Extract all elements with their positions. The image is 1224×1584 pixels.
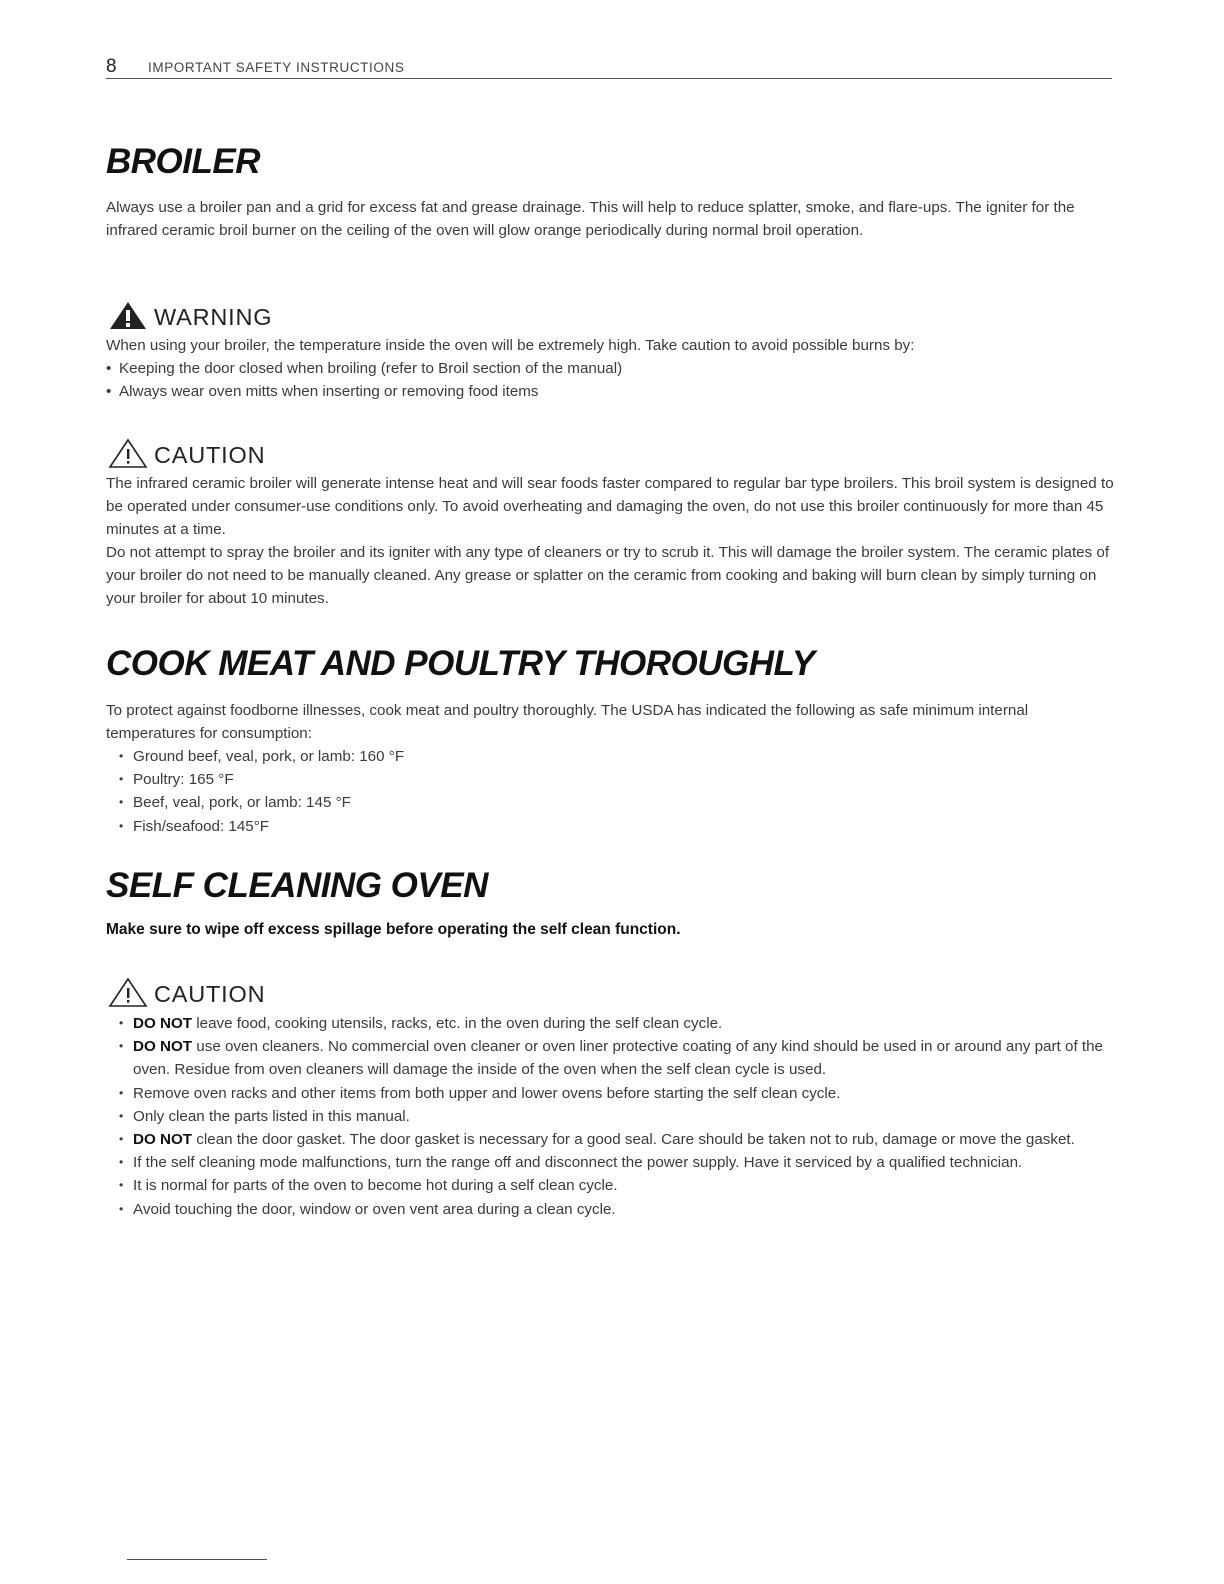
broiler-title: BROILER bbox=[106, 142, 260, 181]
cook-paragraph: To protect against foodborne illnesses, cook meat and poultry thoroughly. The USDA has indicated the following as safe minimum internal temperatures for consumption: bbox=[106, 702, 1029, 743]
list-item: • DO NOT leave food, cooking utensils, racks, etc. in the oven during the self clean cycle. bbox=[106, 1012, 1116, 1035]
list-item: • Ground beef, veal, pork, or lamb: 160 °F bbox=[106, 745, 1116, 768]
list-item: • Fish/seafood: 145°F bbox=[106, 815, 1116, 838]
list-item: • Poultry: 165 °F bbox=[106, 768, 1116, 791]
warning-text: When using your broiler, the temperature inside the oven will be extremely high. Take caution to avoid possible burns by: bbox=[106, 337, 915, 354]
list-item: • DO NOT clean the door gasket. The door gasket is necessary for a good seal. Care should be taken not to rub, damage or move the gasket. bbox=[106, 1128, 1116, 1151]
warning-label: WARNING bbox=[154, 304, 273, 330]
caution-paragraph-2: Do not attempt to spray the broiler and its igniter with any type of cleaners or try to scrub it. This will damage the broiler system. The ceramic plates of your broiler do not need to be manually cleaned. Any grease or splatter on the ceramic from cooking and baking will burn clean by simply turning on your broiler for about 10 minutes. bbox=[106, 544, 1110, 608]
caution-icon bbox=[106, 438, 150, 468]
caution-icon bbox=[106, 977, 150, 1007]
cook-title: COOK MEAT AND POULTRY THOROUGHLY bbox=[106, 644, 815, 683]
list-item: • It is normal for parts of the oven to become hot during a self clean cycle. bbox=[106, 1174, 1116, 1197]
list-item: • Remove oven racks and other items from both upper and lower ovens before starting the self clean cycle. bbox=[106, 1082, 1116, 1105]
list-item: • Keeping the door closed when broiling (refer to Broil section of the manual) bbox=[106, 357, 1116, 380]
list-item: • DO NOT use oven cleaners. No commercial oven cleaner or oven liner protective coating of any kind should be used in or around any part of the oven. Residue from oven cleaners will damage the inside of the oven when the self clean cycle is used. bbox=[106, 1035, 1116, 1081]
running-title: IMPORTANT SAFETY INSTRUCTIONS bbox=[148, 60, 405, 75]
selfclean-list bbox=[106, 1012, 1116, 1221]
temperature-list bbox=[106, 745, 1116, 838]
footer-rule bbox=[127, 1559, 267, 1560]
caution-heading bbox=[106, 438, 265, 468]
page-header bbox=[106, 56, 1112, 79]
selfclean-caution-label: CAUTION bbox=[154, 981, 266, 1007]
list-item: • If the self cleaning mode malfunctions, turn the range off and disconnect the power supply. Have it serviced by a qualified technician. bbox=[106, 1151, 1116, 1174]
list-item: • Beef, veal, pork, or lamb: 145 °F bbox=[106, 791, 1116, 814]
warning-list bbox=[106, 357, 1116, 403]
caution-paragraph-1: The infrared ceramic broiler will generate intense heat and will sear foods faster compared to regular bar type broilers. This broil system is designed to be operated under consumer-use conditions only. To avoid overheating and damaging the oven, do not use this broiler continuously for more than 45 minutes at a time. bbox=[106, 475, 1114, 539]
warning-heading bbox=[106, 300, 272, 330]
broiler-paragraph: Always use a broiler pan and a grid for excess fat and grease drainage. This will help to reduce splatter, smoke, and flare-ups. The igniter for the infrared ceramic broil burner on the ceiling of the oven will glow orange periodically during normal broil operation. bbox=[106, 199, 1075, 240]
list-item: • Avoid touching the door, window or oven vent area during a clean cycle. bbox=[106, 1198, 1116, 1221]
page-number: 8 bbox=[106, 56, 117, 77]
selfclean-caution-heading bbox=[106, 977, 265, 1007]
list-item: • Only clean the parts listed in this manual. bbox=[106, 1105, 1116, 1128]
list-item: • Always wear oven mitts when inserting or removing food items bbox=[106, 380, 1116, 403]
selfclean-lead: Make sure to wipe off excess spillage before operating the self clean function. bbox=[106, 921, 681, 938]
warning-icon bbox=[106, 300, 150, 330]
caution-label: CAUTION bbox=[154, 442, 266, 468]
selfclean-title: SELF CLEANING OVEN bbox=[106, 866, 488, 905]
